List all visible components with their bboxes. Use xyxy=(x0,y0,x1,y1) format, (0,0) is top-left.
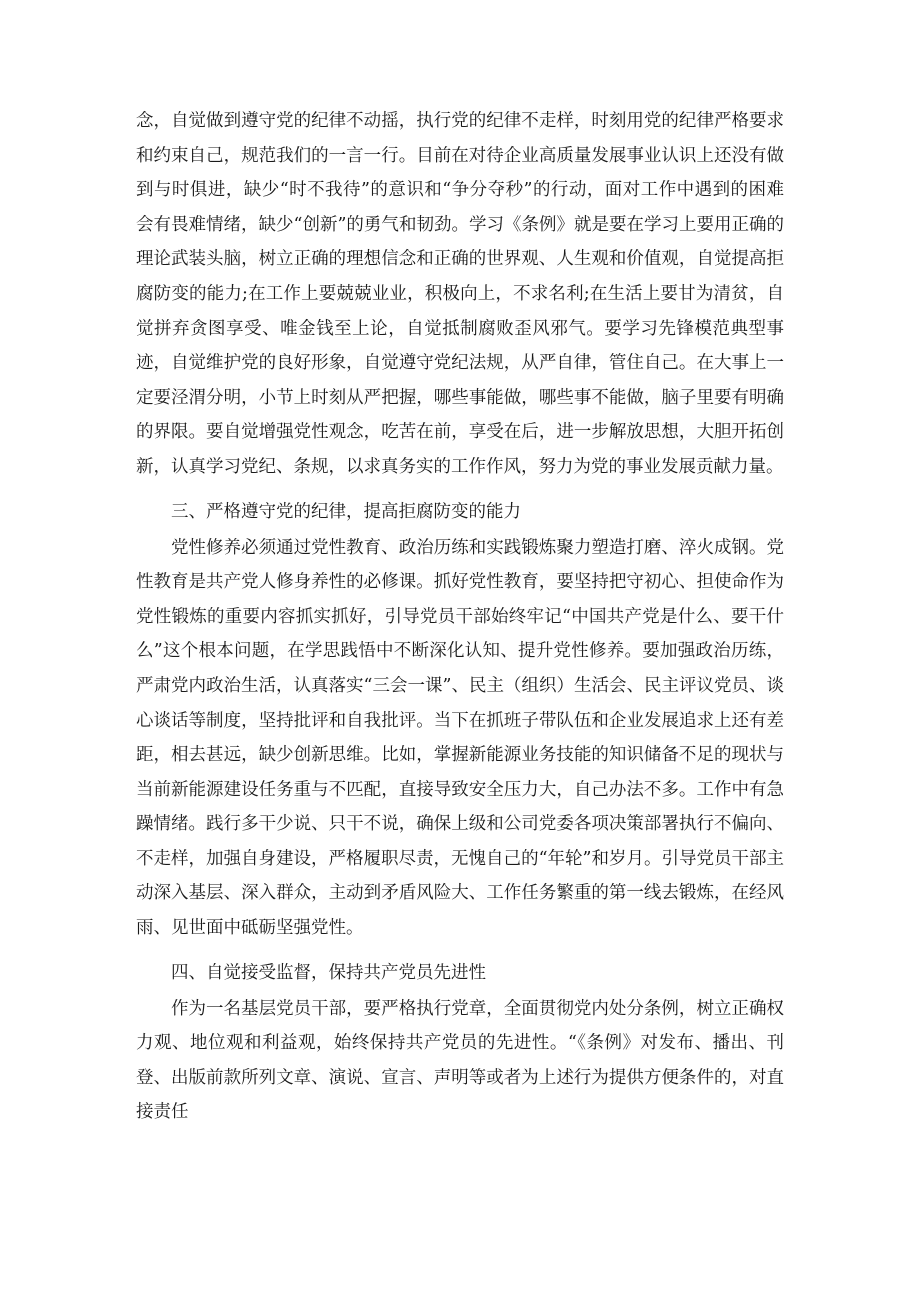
section-heading-four: 四、自觉接受监督，保持共产党员先进性 xyxy=(171,962,486,983)
paragraph-continuation: 念，自觉做到遵守党的纪律不动摇，执行党的纪律不走样，时刻用党的纪律严格要求和约束自己，规范我们的一言一行。目前在对待企业高质量发展事业认识上还没有做到与时俱进，缺少“时不我待”的意识和“争分夺秒”的行动，面对工作中遇到的困难会有畏难情绪，缺少“创新”的勇气和韧劲。学习《条例》就是要在学习上要用正确的理论武装头脑，树立正确的理想信念和正确的世界观、人生观和价值观，自觉提高拒腐防变的能力;在工作上要兢兢业业，积极向上，不求名利;在生活上要甘为清贫，自觉拼弃贪图享受、唯金钱至上论，自觉抵制腐败歪风邪气。要学习先锋模范典型事迹，自觉维护党的良好形象，自觉遵守党纪法规，从严自律，管住自己。在大事上一定要泾渭分明，小节上时刻从严把握，哪些事能做，哪些事不能做，脑子里要有明确的界限。要自觉增强党性观念，吃苦在前，享受在后，进一步解放思想，大胆开拓创新，认真学习党纪、条规，以求真务实的工作作风，努力为党的事业发展贡献力量。 xyxy=(136,111,784,477)
section-heading-three: 三、严格遵守党的纪律，提高拒腐防变的能力 xyxy=(171,501,521,522)
paragraph-section-three: 党性修养必须通过党性教育、政治历练和实践锻炼聚力塑造打磨、淬火成钢。党性教育是共产党人修身养性的必修课。抓好党性教育，要坚持把守初心、担使命作为党性锻炼的重要内容抓实抓好，引导党员干部始终牢记“中国共产党是什么、要干什么”这个根本问题，在学思践悟中不断深化认知、提升党性修养。要加强政治历练，严肃党内政治生活，认真落实“三会一课”、民主（组织）生活会、民主评议党员、谈心谈话等制度，坚持批评和自我批评。当下在抓班子带队伍和企业发展追求上还有差距，相去甚远，缺少创新思维。比如，掌握新能源业务技能的知识储备不足的现状与当前新能源建设任务重与不匹配，直接导致安全压力大，自己办法不多。工作中有急躁情绪。践行多干少说、只干不说，确保上级和公司党委各项决策部署执行不偏向、不走样，加强自身建设，严格履职尽责，无愧自己的“年轮”和岁月。引导党员干部主动深入基层、深入群众，主动到矛盾风险大、工作任务繁重的第一线去锻炼，在经风雨、见世面中砥砺坚强党性。 xyxy=(136,537,784,939)
paragraph-section-four: 作为一名基层党员干部，要严格执行党章，全面贯彻党内处分条例，树立正确权力观、地位观和利益观，始终保持共产党员的先进性。“《条例》对发布、播出、刊登、出版前款所列文章、演说、宣言、声明等或者为上述行为提供方便条件的，对直接责任 xyxy=(136,998,784,1123)
document-body xyxy=(136,104,784,1130)
